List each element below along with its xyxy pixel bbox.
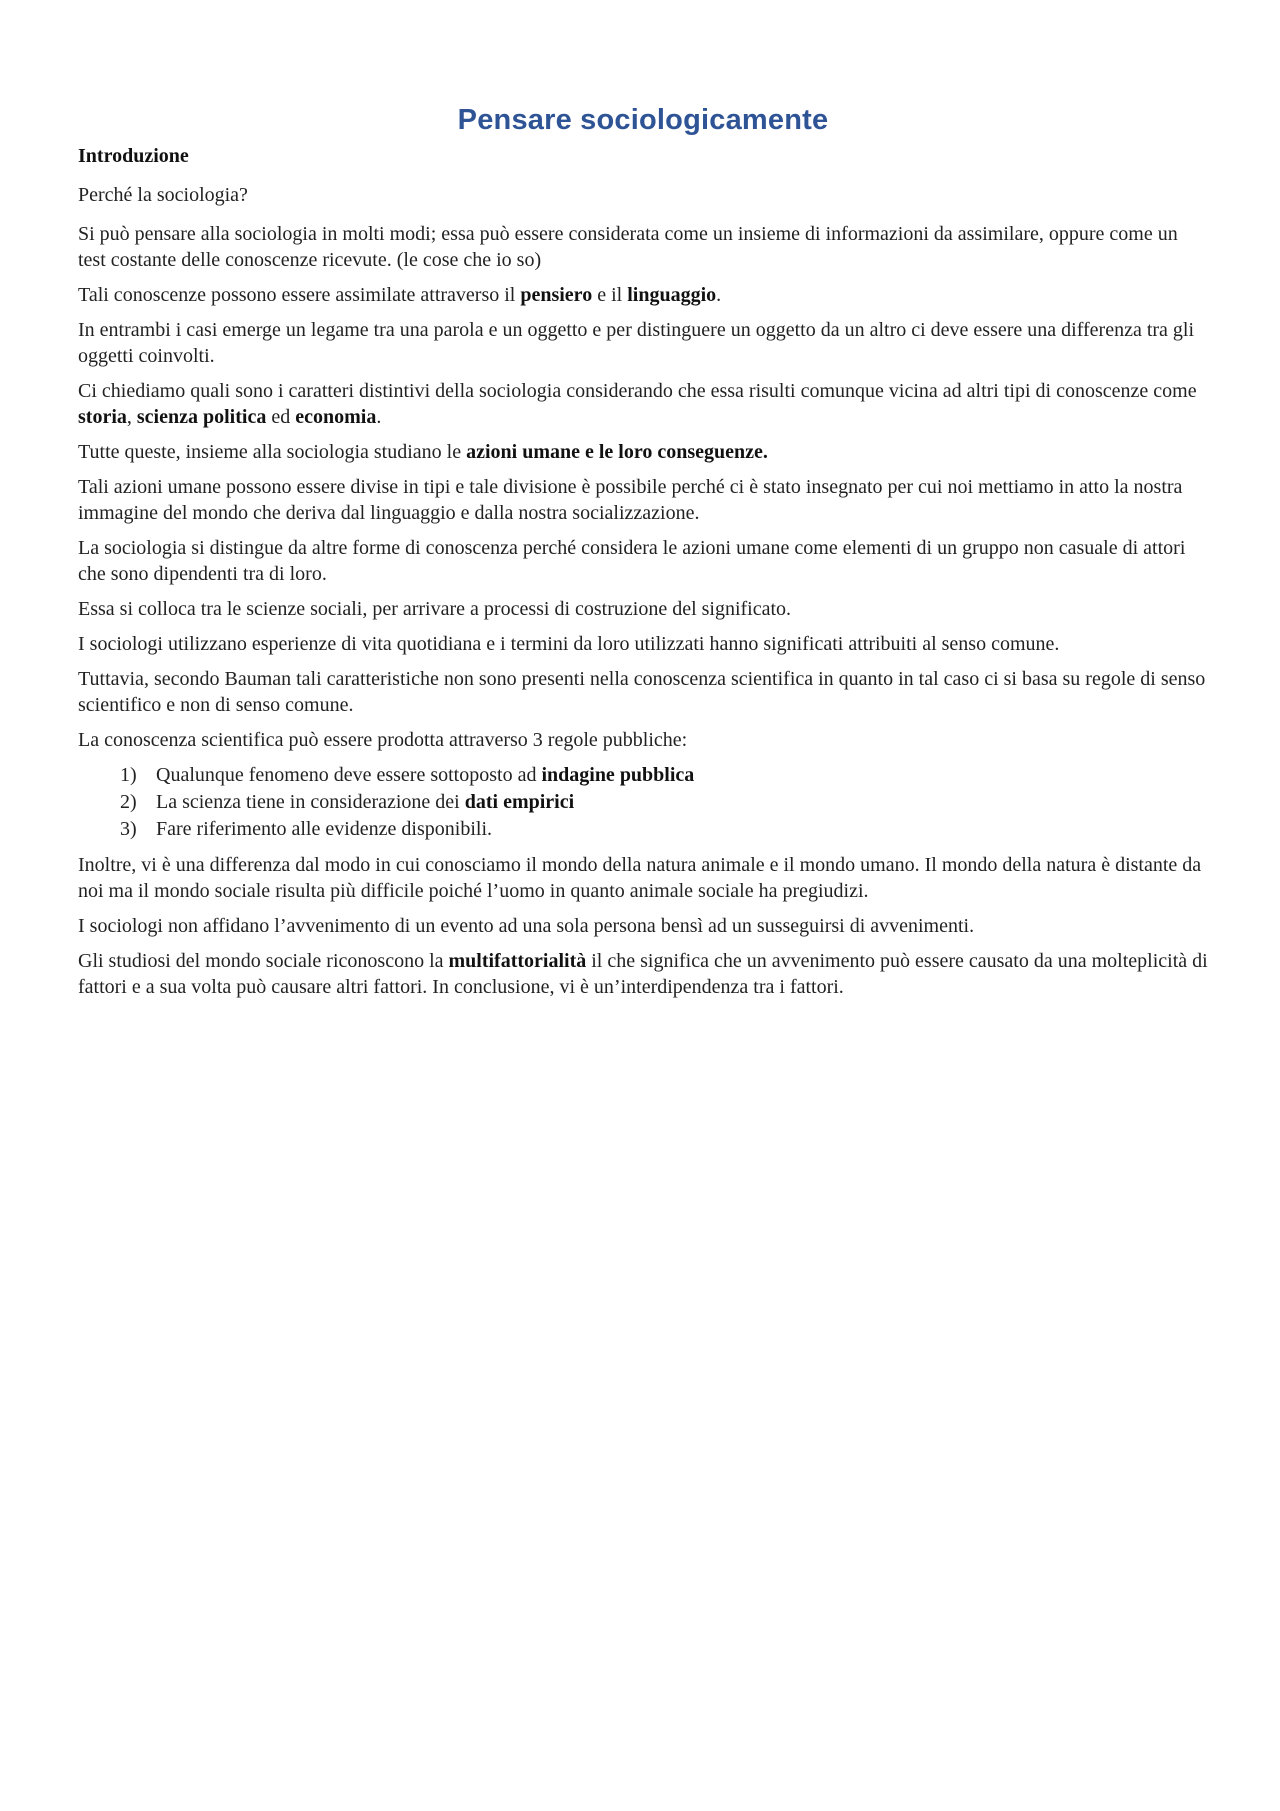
section-heading: Introduzione xyxy=(78,145,189,167)
paragraph-1: Si può pensare alla sociologia in molti modi; essa può essere considerata come un insieme di informazioni da assimilare, oppure come un test costante delle conoscenze ricevute. (le cose che io so) xyxy=(78,223,1178,271)
paragraph-5-text-1: Tutte queste, insieme alla sociologia studiano le xyxy=(78,441,467,463)
list-item-number: 3) xyxy=(120,818,137,840)
paragraph-2-text-3: . xyxy=(716,284,722,306)
paragraph-4-text-3: ed xyxy=(266,406,296,428)
rules-list xyxy=(78,762,1208,843)
paragraph-2 xyxy=(78,282,1208,308)
paragraph-9: I sociologi utilizzano esperienze di vita quotidiana e i termini da loro utilizzati hanno significati attribuiti al senso comune. xyxy=(78,633,1060,655)
section-subheading: Perché la sociologia? xyxy=(78,184,248,206)
list-item-content xyxy=(156,789,574,816)
paragraph-8: Essa si colloca tra le scienze sociali, per arrivare a processi di costruzione del significato. xyxy=(78,598,792,620)
list-item xyxy=(78,816,1208,843)
paragraph-12: Inoltre, vi è una differenza dal modo in cui conosciamo il mondo della natura animale e il mondo umano. Il mondo della natura è distante da noi ma il mondo sociale risulta più difficile poiché l’uomo in quanto animale sociale ha pregiudizi. xyxy=(78,854,1202,902)
list-item xyxy=(78,789,1208,816)
list-item-content xyxy=(156,816,492,843)
paragraph-5-bold-1: azioni umane e le loro conseguenze. xyxy=(466,441,768,463)
list-item xyxy=(78,762,1208,789)
paragraph-2-bold-1: pensiero xyxy=(520,284,593,306)
paragraph-2-bold-2: linguaggio xyxy=(627,284,717,306)
paragraph-11: La conoscenza scientifica può essere prodotta attraverso 3 regole pubbliche: xyxy=(78,729,688,751)
document-page xyxy=(78,104,1208,1009)
list-item-content xyxy=(156,762,694,789)
paragraph-2-text-2: e il xyxy=(592,284,628,306)
paragraph-4-text-2: , xyxy=(126,406,137,428)
paragraph-10: Tuttavia, secondo Bauman tali caratteristiche non sono presenti nella conoscenza scientifica in quanto in tal caso ci si basa su regole di senso scientifico e non di senso comune. xyxy=(78,668,1206,716)
paragraph-14-text-2: il che significa che un avvenimento può essere causato da una molteplicità di fattori e a sua volta può causare altri fattori. In conclusione, vi è un’interdipendenza tra i fattori. xyxy=(78,950,1208,998)
list-item-bold: dati empirici xyxy=(464,791,575,813)
paragraph-2-text-1: Tali conoscenze possono essere assimilate attraverso il xyxy=(78,284,521,306)
list-item-number: 2) xyxy=(120,791,137,813)
paragraph-13: I sociologi non affidano l’avvenimento di un evento ad una sola persona bensì ad un susseguirsi di avvenimenti. xyxy=(78,915,975,937)
paragraph-4-bold-3: economia xyxy=(295,406,377,428)
list-item-number: 1) xyxy=(120,764,137,786)
paragraph-14-text-1: Gli studiosi del mondo sociale riconoscono la xyxy=(78,950,449,972)
paragraph-3: In entrambi i casi emerge un legame tra una parola e un oggetto e per distinguere un oggetto da un altro ci deve essere una differenza tra gli oggetti coinvolti. xyxy=(78,319,1195,367)
paragraph-7: La sociologia si distingue da altre forme di conoscenza perché considera le azioni umane come elementi di un gruppo non casuale di attori che sono dipendenti tra di loro. xyxy=(78,537,1186,585)
list-item-text: La scienza tiene in considerazione dei xyxy=(156,791,465,813)
paragraph-4-text-4: . xyxy=(376,406,382,428)
paragraph-14-bold-1: multifattorialità xyxy=(448,950,587,972)
paragraph-4 xyxy=(78,378,1208,430)
paragraph-4-text-1: Ci chiediamo quali sono i caratteri distintivi della sociologia considerando che essa risulti comunque vicina ad altri tipi di conoscenze come xyxy=(78,380,1197,402)
list-item-text: Fare riferimento alle evidenze disponibili. xyxy=(156,818,492,840)
paragraph-6: Tali azioni umane possono essere divise in tipi e tale divisione è possibile perché ci è stato insegnato per cui noi mettiamo in atto la nostra immagine del mondo che deriva dal linguaggio e dalla nostra socializzazione. xyxy=(78,476,1183,524)
paragraph-14 xyxy=(78,948,1208,1000)
list-item-bold: indagine pubblica xyxy=(541,764,695,786)
document-title: Pensare sociologicamente xyxy=(457,104,829,136)
paragraph-4-bold-1: storia xyxy=(78,406,127,428)
paragraph-5 xyxy=(78,439,1208,465)
paragraph-4-bold-2: scienza politica xyxy=(136,406,267,428)
list-item-text: Qualunque fenomeno deve essere sottoposto ad xyxy=(156,764,542,786)
